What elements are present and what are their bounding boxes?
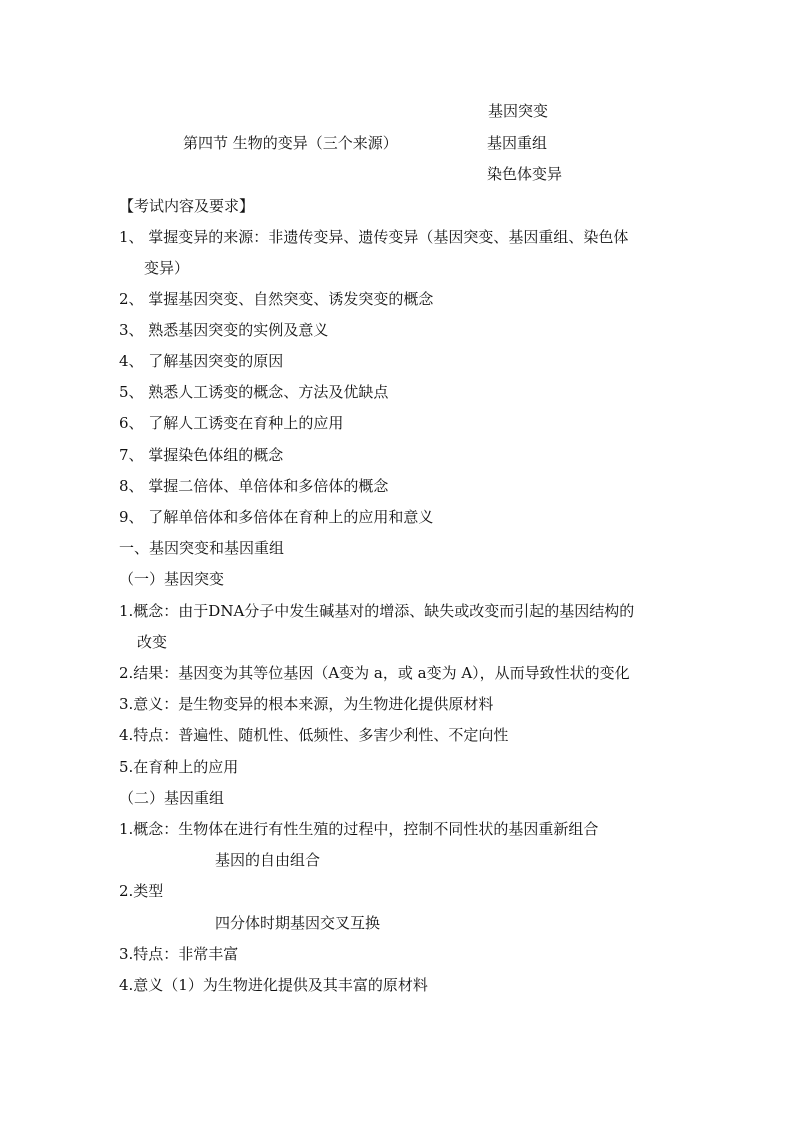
page-title: 第四节 生物的变异（三个来源） <box>183 134 398 152</box>
requirement-item: 5、 熟悉人工诱变的概念、方法及优缺点 <box>119 383 389 401</box>
recombination-line: 4.意义（1）为生物进化提供及其丰富的原材料 <box>119 976 428 994</box>
requirement-item: 9、 了解单倍体和多倍体在育种上的应用和意义 <box>119 508 434 526</box>
source-chromosome-variation: 染色体变异 <box>487 165 563 183</box>
requirement-item: 4、 了解基因突变的原因 <box>119 352 284 370</box>
subsection-heading: （一）基因突变 <box>119 570 225 588</box>
recombination-line: 3.特点：非常丰富 <box>119 945 239 963</box>
requirement-item: 3、 熟悉基因突变的实例及意义 <box>119 321 329 339</box>
requirements-heading: 【考试内容及要求】 <box>119 197 255 215</box>
requirement-item: 8、 掌握二倍体、单倍体和多倍体的概念 <box>119 477 389 495</box>
requirement-item: 6、 了解人工诱变在育种上的应用 <box>119 414 344 432</box>
requirement-item-continuation: 变异） <box>144 259 190 277</box>
recombination-type-item: 四分体时期基因交叉互换 <box>215 914 381 932</box>
mutation-line: 1.概念：由于DNA分子中发生碱基对的增添、缺失或改变而引起的基因结构的 <box>119 602 635 620</box>
recombination-type-item: 基因的自由组合 <box>215 851 321 869</box>
mutation-line: 5.在育种上的应用 <box>119 758 239 776</box>
recombination-line: 1.概念：生物体在进行有性生殖的过程中，控制不同性状的基因重新组合 <box>119 820 599 838</box>
source-gene-mutation: 基因突变 <box>488 102 549 120</box>
section-heading: 一、基因突变和基因重组 <box>119 539 285 557</box>
requirement-item: 7、 掌握染色体组的概念 <box>119 446 284 464</box>
requirement-item: 1、 掌握变异的来源：非遗传变异、遗传变异（基因突变、基因重组、染色体 <box>119 228 629 246</box>
mutation-line: 2.结果：基因变为其等位基因（A变为 a，或 a变为 A），从而导致性状的变化 <box>119 664 630 682</box>
mutation-line: 3.意义：是生物变异的根本来源，为生物进化提供原材料 <box>119 695 494 713</box>
source-gene-recombination: 基因重组 <box>487 134 548 152</box>
mutation-line-continuation: 改变 <box>137 633 168 651</box>
requirement-item: 2、 掌握基因突变、自然突变、诱发突变的概念 <box>119 290 434 308</box>
recombination-line: 2.类型 <box>119 882 164 900</box>
mutation-line: 4.特点：普遍性、随机性、低频性、多害少利性、不定向性 <box>119 726 509 744</box>
subsection-heading: （二）基因重组 <box>119 789 225 807</box>
